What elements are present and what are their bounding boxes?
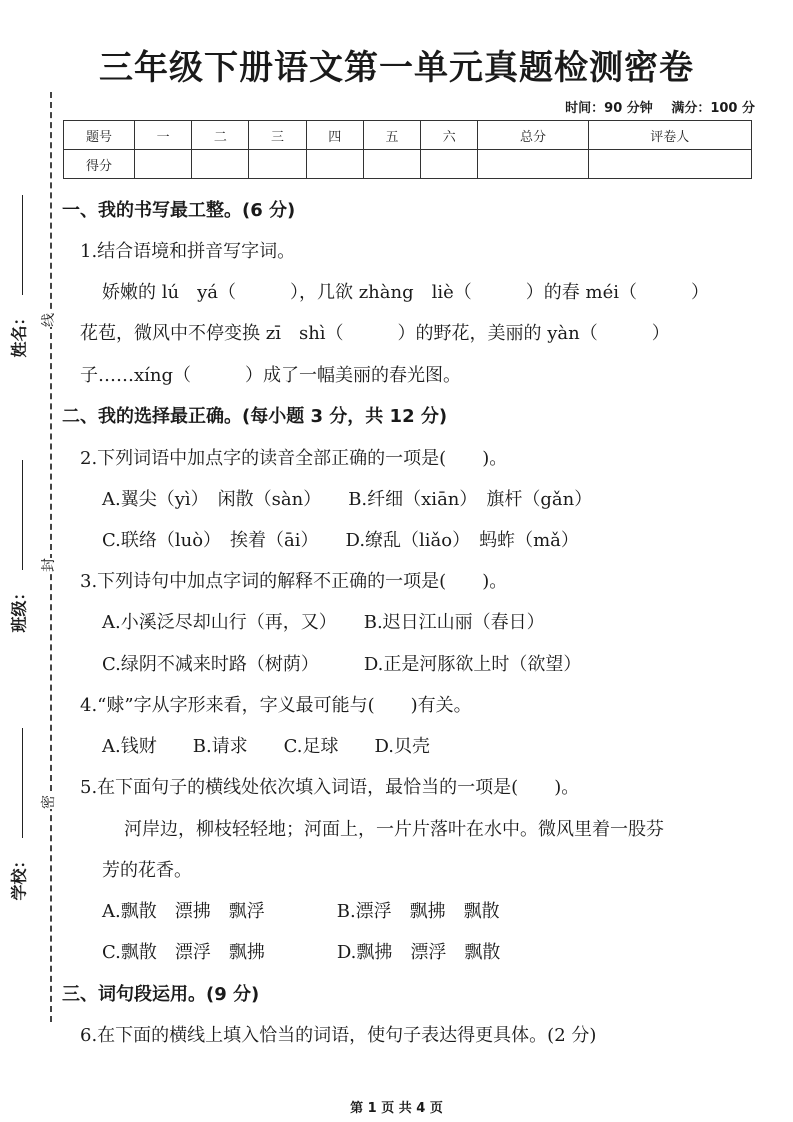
score-row-label: 得分 [64, 150, 135, 179]
score-cell: 总分 [478, 121, 588, 150]
section-3-title: 三、词句段运用。(9 分) [62, 984, 260, 1005]
question-3-options-ab: A.小溪泛尽却山行（再，又） B.迟日江山丽（春日） [102, 612, 545, 633]
name-blank-line[interactable] [22, 195, 23, 295]
exam-time: 时间：90 分钟 [565, 101, 653, 116]
binding-dashed-line [50, 92, 52, 1022]
question-5: 5.在下面句子的横线处依次填入词语，最恰当的一项是( )。 [80, 777, 580, 798]
score-cell: 一 [135, 121, 192, 150]
question-1-line-a: 娇嫩的 lú yá（ ），几欲 zhàng liè（ ）的春 méi（ ） [102, 282, 709, 303]
question-1-line-c: 子……xíng（ ）成了一幅美丽的春光图。 [80, 365, 462, 386]
score-cell: 二 [192, 121, 249, 150]
score-input-cell[interactable] [306, 150, 363, 179]
exam-full-score: 满分：100 分 [671, 101, 755, 116]
page-footer: 第 1 页 共 4 页 [350, 1101, 443, 1116]
school-label: 学校： [9, 852, 29, 901]
score-input-cell[interactable] [478, 150, 588, 179]
school-blank-line[interactable] [22, 728, 23, 838]
score-input-cell[interactable] [192, 150, 249, 179]
question-3-options-cd: C.绿阴不减来时路（树荫） D.正是河豚欲上时（欲望） [102, 654, 582, 675]
score-cell: 四 [306, 121, 363, 150]
section-2-title: 二、我的选择最正确。(每小题 3 分，共 12 分) [62, 406, 448, 427]
question-6: 6.在下面的横线上填入恰当的词语，使句子表达得更具体。(2 分) [80, 1025, 597, 1046]
score-input-cell[interactable] [135, 150, 192, 179]
question-5-options-ab: A.飘散 漂拂 飘浮 B.漂浮 飘拂 飘散 [102, 901, 500, 922]
score-input-cell[interactable] [249, 150, 306, 179]
score-input-cell[interactable] [588, 150, 751, 179]
question-2-options-cd: C.联络（luò） 挨着（āi） D.缭乱（liǎo） 蚂蚱（mǎ） [102, 530, 579, 551]
class-label: 班级： [9, 584, 29, 633]
score-cell: 五 [363, 121, 420, 150]
question-4: 4.“赇”字从字形来看，字义最可能与( )有关。 [80, 695, 472, 716]
score-cell: 三 [249, 121, 306, 150]
name-label: 姓名： [9, 309, 29, 358]
question-2: 2.下列词语中加点字的读音全部正确的一项是( )。 [80, 448, 508, 469]
question-1: 1.结合语境和拼音写字词。 [80, 241, 296, 262]
score-table-header-row [64, 121, 752, 150]
question-4-options: A.钱财 B.请求 C.足球 D.贝壳 [102, 736, 431, 757]
binding-char-mi: 密 [36, 795, 60, 809]
question-5-text-line-1: 河岸边，柳枝轻轻地；河面上，一片片落叶在水中。微风里着一股芬 [124, 819, 664, 840]
question-5-text-line-2: 芳的花香。 [102, 860, 192, 881]
score-cell: 题号 [64, 121, 135, 150]
binding-char-feng: 封 [36, 558, 60, 572]
question-5-options-cd: C.飘散 漂浮 飘拂 D.飘拂 漂浮 飘散 [102, 942, 501, 963]
score-cell: 评卷人 [588, 121, 751, 150]
score-input-cell[interactable] [421, 150, 478, 179]
score-input-cell[interactable] [363, 150, 420, 179]
score-cell: 六 [421, 121, 478, 150]
question-2-options-ab: A.翼尖（yì） 闲散（sàn） B.纤细（xiān） 旗杆（gǎn） [102, 489, 593, 510]
binding-char-xian: 线 [36, 313, 60, 327]
score-table-score-row [64, 150, 752, 179]
class-blank-line[interactable] [22, 460, 23, 570]
question-1-line-b: 花苞，微风中不停变换 zī shì（ ）的野花，美丽的 yàn（ ） [80, 323, 670, 344]
section-1-title: 一、我的书写最工整。(6 分) [62, 200, 296, 221]
score-table [63, 120, 752, 179]
page-title: 三年级下册语文第一单元真题检测密卷 [99, 48, 694, 88]
question-3: 3.下列诗句中加点字词的解释不正确的一项是( )。 [80, 571, 508, 592]
exam-meta [551, 97, 755, 116]
